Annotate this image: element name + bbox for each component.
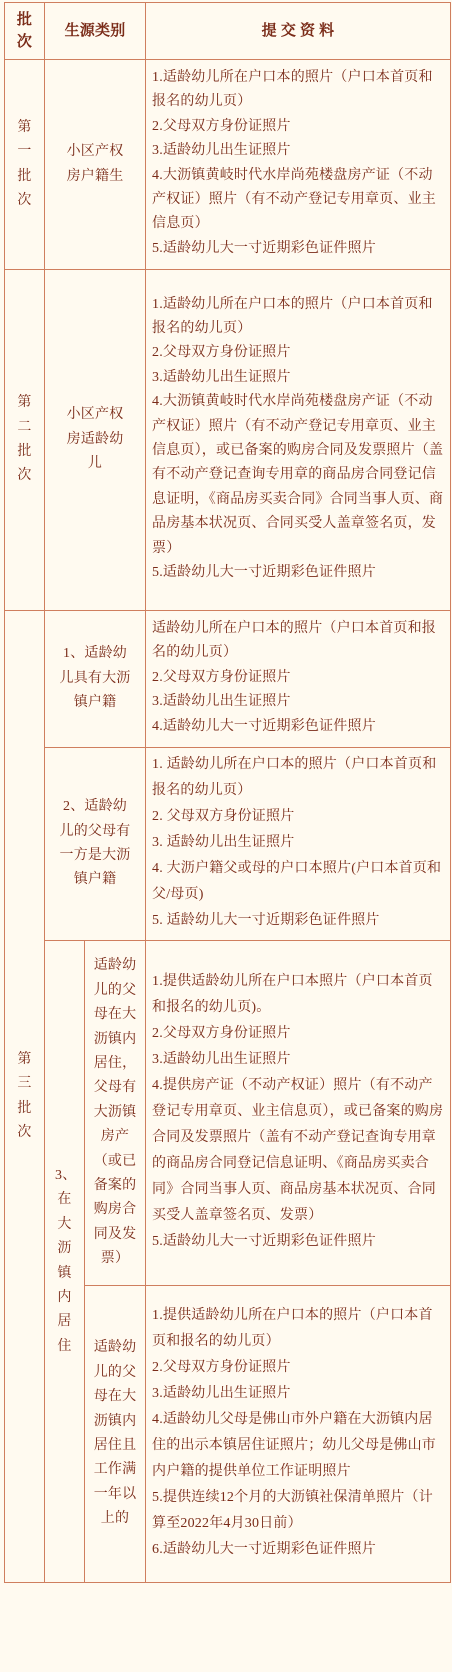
list-item: 4.适龄幼儿大一寸近期彩色证件照片: [152, 718, 376, 734]
list-item: 5.适龄幼儿大一寸近期彩色证件照片: [152, 240, 376, 256]
list-item: 4.适龄幼儿父母是佛山市外户籍在大沥镇内居住的出示本镇居住证照片；幼儿父母是佛山市内户籍的提供单位工作证明照片: [152, 1412, 436, 1479]
batch3-sub3-category: 3、在大沥镇内居住: [45, 941, 85, 1583]
batch3-sub3a-row: [5, 941, 451, 1286]
batch2-row: [5, 270, 451, 611]
batch3-sub3b-category: 适龄幼儿的父母在大沥镇内居住且工作满一年以上的: [85, 1286, 146, 1583]
list-item: 5. 适龄幼儿大一寸近期彩色证件照片: [152, 913, 380, 928]
list-item: 1.适龄幼儿所在户口本的照片（户口本首页和报名的幼儿页）: [152, 69, 433, 110]
batch3-label: 第三批次: [5, 611, 45, 1583]
batch3-sub1-row: [5, 611, 451, 748]
list-item: 2.父母双方身份证照片: [152, 1360, 291, 1375]
list-item: 1.提供适龄幼儿所在户口本的照片（户口本首页和报名的幼儿页）: [152, 1308, 433, 1349]
header-category: 生源类别: [45, 3, 146, 60]
batch3-sub3a-category: 适龄幼儿的父母在大沥镇内居住，父母有大沥镇房产（或已备案的购房合同及发票）: [85, 941, 146, 1286]
list-item: 6.适龄幼儿大一寸近期彩色证件照片: [152, 1542, 376, 1557]
batch2-materials: [146, 270, 451, 611]
list-item: 5.适龄幼儿大一寸近期彩色证件照片: [152, 1234, 376, 1249]
batch3-sub1-materials: [146, 611, 451, 748]
batch3-sub2-materials: [146, 748, 451, 941]
batch1-row: [5, 60, 451, 270]
list-item: 2.父母双方身份证照片: [152, 345, 291, 361]
list-item: 3.适龄幼儿出生证照片: [152, 369, 291, 385]
list-item: 3.适龄幼儿出生证照片: [152, 694, 291, 710]
list-item: 1. 适龄幼儿所在户口本的照片（户口本首页和报名的幼儿页）: [152, 757, 437, 798]
list-item: 适龄幼儿所在户口本的照片（户口本首页和报名的幼儿页）: [152, 620, 436, 661]
list-item: 3.适龄幼儿出生证照片: [152, 1386, 291, 1401]
list-item: 1.适龄幼儿所在户口本的照片（户口本首页和报名的幼儿页）: [152, 296, 433, 336]
list-item: 2.父母双方身份证照片: [152, 669, 291, 685]
header-batch: 批次: [5, 3, 45, 60]
list-item: 2. 父母双方身份证照片: [152, 809, 295, 824]
batch3-sub3a-materials: [146, 941, 451, 1286]
batch2-category: 小区产权房适龄幼儿: [45, 270, 146, 611]
list-item: 3. 适龄幼儿出生证照片: [152, 835, 295, 850]
list-item: 4. 大沥户籍父或母的户口本照片(户口本首页和父/母页): [152, 861, 442, 902]
header-row: [5, 3, 451, 60]
list-item: 5.提供连续12个月的大沥镇社保清单照片（计算至2022年4月30日前）: [152, 1490, 433, 1531]
batch3-sub2-row: [5, 748, 451, 941]
list-item: 3.适龄幼儿出生证照片: [152, 143, 291, 159]
list-item: 4.大沥镇黄岐时代水岸尚苑楼盘房产证（不动产权证）照片（有不动产登记专用章页、业主信息页），或已备案的购房合同及发票照片（盖有不动产登记查询专用章的商品房合同登记信息证明，《商品房买卖合同》合同当事人页、商品房基本状况页、合同买受人盖章签名页，发票）: [152, 394, 444, 556]
enrollment-materials-table: [4, 2, 451, 1583]
list-item: 4.大沥镇黄岐时代水岸尚苑楼盘房产证（不动产权证）照片（有不动产登记专用章页、业主信息页）: [152, 167, 436, 232]
batch1-category: 小区产权房户籍生: [45, 60, 146, 270]
list-item: 5.适龄幼儿大一寸近期彩色证件照片: [152, 565, 376, 581]
batch1-materials: [146, 60, 451, 270]
list-item: 3.适龄幼儿出生证照片: [152, 1052, 291, 1067]
batch1-label: 第一批次: [5, 60, 45, 270]
batch3-sub2-category: 2、适龄幼儿的父母有一方是大沥镇户籍: [45, 748, 146, 941]
batch3-sub1-category: 1、适龄幼儿具有大沥镇户籍: [45, 611, 146, 748]
list-item: 2.父母双方身份证照片: [152, 1026, 291, 1041]
list-item: 1.提供适龄幼儿所在户口本照片（户口本首页和报名的幼儿页)。: [152, 974, 433, 1015]
header-materials: 提 交 资 料: [146, 3, 451, 60]
list-item: 2.父母双方身份证照片: [152, 118, 291, 134]
list-item: 4.提供房产证（不动产权证）照片（有不动产登记专用章页、业主信息页），或已备案的购房合同及发票照片（盖有不动产登记查询专用章的商品房合同登记信息证明、《商品房买卖合同》合同当事人页、商品房基本状况页、合同买受人盖章签名页、发票）: [152, 1078, 444, 1223]
batch2-label: 第二批次: [5, 270, 45, 611]
batch3-sub3b-materials: [146, 1286, 451, 1583]
